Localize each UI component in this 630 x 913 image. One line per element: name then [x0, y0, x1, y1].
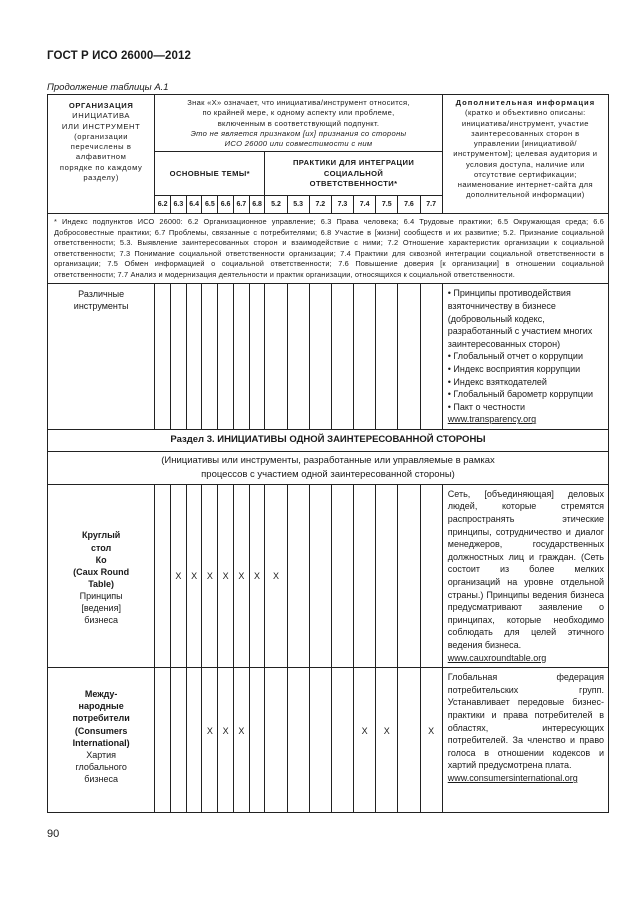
mark-cell	[186, 668, 202, 813]
info-col-line-1: (кратко и объективно описаны:	[465, 108, 586, 118]
subclause-header: 6.7	[233, 196, 249, 214]
page-number: 90	[47, 828, 60, 840]
initiatives-table	[47, 94, 609, 813]
info-col-line-7: отсутствие сертификации;	[473, 169, 577, 179]
subclause-header: 6.5	[202, 196, 218, 214]
mark-cell	[287, 668, 309, 813]
mark-explanation	[155, 95, 442, 152]
org-name-bold-line: (Caux Round	[73, 566, 130, 577]
mark-cell: X	[233, 668, 249, 813]
info-column-header	[442, 95, 608, 214]
mark-cell: X	[249, 484, 265, 667]
org-name-bold-line: народные	[78, 701, 124, 712]
mark-cell	[331, 284, 353, 430]
mark-cell	[376, 484, 398, 667]
mark-cell: X	[171, 484, 187, 667]
mark-cell	[309, 668, 331, 813]
org-name-line: Хартия	[86, 749, 117, 760]
org-col-title-1: ОРГАНИЗАЦИЯ	[68, 101, 134, 110]
mark-cell	[155, 668, 171, 813]
info-col-line-6: условия доступа, наличие или	[465, 159, 585, 169]
mark-cell	[420, 284, 442, 430]
mark-cell	[186, 284, 202, 430]
mark-cell	[218, 284, 234, 430]
subclause-header: 5.3	[287, 196, 309, 214]
mark-cell	[287, 284, 309, 430]
info-col-line-2: инициатива/инструмент, участие	[461, 118, 589, 128]
mark-cell	[309, 484, 331, 667]
practices-line-3: ОТВЕТСТВЕННОСТИ*	[309, 178, 398, 188]
table-continuation-caption: Продолжение таблицы А.1	[47, 82, 169, 93]
website-link[interactable]: www.transparency.org	[447, 414, 537, 425]
org-name-line: [ведения]	[81, 603, 121, 614]
org-col-title-3: ИЛИ ИНСТРУМЕНТ	[61, 121, 141, 131]
subclause-header: 7.6	[398, 196, 420, 214]
mark-cell	[354, 284, 376, 430]
subclause-header: 7.2	[309, 196, 331, 214]
mark-cell	[202, 284, 218, 430]
info-col-line-3: заинтересованных сторон в	[471, 128, 580, 138]
org-name-line: Принципы	[79, 591, 123, 602]
mark-cell: X	[376, 668, 398, 813]
info-cell	[442, 668, 608, 813]
mark-cell	[398, 284, 420, 430]
org-name-line: бизнеса	[84, 774, 119, 785]
org-name-bold-line: (Consumers	[74, 725, 128, 736]
practices-line-1: ПРАКТИКИ ДЛЯ ИНТЕГРАЦИИ	[292, 158, 415, 168]
org-name-bold-line: Ко	[95, 554, 107, 565]
info-col-line-8: наименование интернет-сайта для	[457, 180, 594, 189]
mark-cell	[249, 284, 265, 430]
mark-cell	[233, 284, 249, 430]
mark-cell	[171, 284, 187, 430]
org-name-bold-line: Table)	[88, 579, 115, 590]
subclause-header: 6.3	[171, 196, 187, 214]
info-col-title: Дополнительная информация	[455, 98, 596, 107]
mark-cell: X	[218, 668, 234, 813]
section-3-subtitle-line: (Инициативы или инструменты, разработанные или управляемые в рамках	[161, 455, 495, 467]
org-name-line: бизнеса	[84, 615, 119, 626]
mark-cell: X	[218, 484, 234, 667]
org-name-cell	[48, 284, 155, 430]
mark-cell	[249, 668, 265, 813]
org-name-bold-line: International)	[72, 737, 130, 748]
list-item: • Принципы противодействия взяточничеству в бизнесе (добровольный кодекс, разработанный с участием многих заинтересованных сторон)	[448, 287, 604, 350]
mark-cell: X	[354, 668, 376, 813]
mark-note-italic-2: ИСО 26000 или совместимости с ним	[224, 139, 373, 148]
org-name-bold-line: потребители	[72, 713, 130, 724]
subclause-header: 6.6	[218, 196, 234, 214]
mark-cell	[398, 668, 420, 813]
section-3-subtitle-line: процессов с участием одной заинтересованной стороны)	[201, 468, 455, 480]
org-col-title-2: ИНИЦИАТИВА	[72, 111, 131, 121]
table-row	[48, 484, 609, 667]
org-name-bold-line: Между-	[84, 689, 118, 700]
section-3-subtitle	[48, 451, 609, 484]
mark-cell	[155, 284, 171, 430]
mark-cell: X	[186, 484, 202, 667]
mark-cell	[265, 284, 287, 430]
org-name-cell	[48, 668, 155, 813]
info-text: Глобальная федерация потребительских групп. Устанавливает передовые бизнес-практики и права потребителей в областях, интересующих потребителей. За членство и право голоса в отношении кодексов и хартий предусмотрена плата.	[447, 672, 604, 771]
mark-cell	[171, 668, 187, 813]
section-3-title: Раздел 3. ИНИЦИАТИВЫ ОДНОЙ ЗАИНТЕРЕСОВАННОЙ СТОРОНЫ	[48, 429, 609, 451]
mark-cell	[331, 484, 353, 667]
org-name-line: Различные	[78, 289, 125, 300]
org-column-header	[48, 95, 155, 214]
subclause-header: 7.5	[376, 196, 398, 214]
info-cell	[442, 284, 608, 430]
mark-cell	[376, 284, 398, 430]
subclause-header: 6.4	[186, 196, 202, 214]
info-col-line-4: управлении [инициативой/	[473, 139, 577, 148]
mark-cell	[155, 484, 171, 667]
table-row	[48, 668, 609, 813]
document-header-code: ГОСТ Р ИСО 26000—2012	[47, 50, 192, 62]
mark-note-2: по крайней мере, к одному аспекту или проблеме,	[202, 108, 395, 118]
info-cell	[442, 484, 608, 667]
info-text: Сеть, [объединяющая] деловых людей, которые стремятся распространять этические принципы, сотрудничество и диалог менеджеров, государственных должностных лиц и граждан. (Сеть состоит из более мелких организаций на уровне отдельной страны.) Принципы ведения бизнеса предусматривают заявление о принципах, которые необходимо соблюдать для целей этичного ведения бизнеса.	[447, 488, 604, 650]
org-col-note-4: порядке по каждому	[59, 162, 143, 172]
mark-cell: X	[233, 484, 249, 667]
subclause-header: 6.2	[155, 196, 171, 214]
mark-cell	[265, 668, 287, 813]
subclause-header: 6.8	[249, 196, 265, 214]
org-name-line: инструменты	[73, 301, 129, 312]
practices-group-header	[265, 152, 442, 196]
list-item: • Индекс восприятия коррупции	[448, 363, 604, 376]
subclause-header: 7.3	[331, 196, 353, 214]
list-item: • Глобальный отчет о коррупции	[448, 350, 604, 363]
list-item: • Пакт о честности	[448, 401, 604, 414]
subclause-header: 7.7	[420, 196, 442, 214]
org-col-note-5: разделу)	[83, 172, 119, 182]
mark-cell	[309, 284, 331, 430]
mark-cell	[354, 484, 376, 667]
mark-note-1: Знак «X» означает, что инициатива/инструмент относится,	[187, 98, 410, 107]
org-col-note-1: (организации	[74, 131, 129, 141]
org-name-bold-line: Круглый	[81, 530, 121, 541]
mark-cell: X	[420, 668, 442, 813]
org-name-cell	[48, 484, 155, 667]
org-name-bold-line: стол	[90, 542, 112, 553]
mark-cell	[398, 484, 420, 667]
info-col-line-9: дополнительной информации)	[466, 190, 585, 200]
mark-cell: X	[202, 668, 218, 813]
mark-note-italic-1: Это не является признаком [их] признания со стороны	[190, 128, 407, 138]
mark-cell	[420, 484, 442, 667]
website-link[interactable]: www.cauxroundtable.org	[447, 652, 547, 663]
subclause-header: 5.2	[265, 196, 287, 214]
mark-cell: X	[202, 484, 218, 667]
mark-note-3: включенным в соответствующий подпункт.	[217, 118, 380, 128]
mark-cell	[287, 484, 309, 667]
table-row	[48, 284, 609, 430]
org-col-note-2: перечислены в	[70, 142, 132, 151]
website-link[interactable]: www.consumersinternational.org	[447, 772, 578, 783]
practices-line-2: СОЦИАЛЬНОЙ	[323, 168, 384, 178]
list-item: • Глобальный барометр коррупции	[448, 388, 604, 401]
info-bullet-list	[448, 287, 604, 413]
org-col-note-3: алфавитном	[75, 152, 127, 162]
info-col-line-5: инструментом]; целевая аудитория и	[453, 149, 598, 159]
mark-cell	[331, 668, 353, 813]
org-name-line: глобального	[75, 762, 127, 773]
core-subjects-group-header: ОСНОВНЫЕ ТЕМЫ*	[155, 152, 265, 196]
mark-cell: X	[265, 484, 287, 667]
subclause-index-legend: * Индекс подпунктов ИСО 26000: 6.2 Организационное управление; 6.3 Права человека; 6.4 Трудовые практики; 6.5 Окружающая среда; 6.6 Добросовестные практики; 6.7 Проблемы, связанные с потребителями; 6.8 Участие в [жизни] сообществ и их развитие; 5.2. Признание социальной ответственности; 5.3. Выявление заинтересованных сторон и взаимодействие с ними; 7.2 Отношение характеристик организации к социальной ответственности; 7.3 Понимание социальной ответственности организации; 7.4 Практики для сквозной интеграции социальной ответственности в организации; 7.5 Обмен информацией о социальной ответственности; 7.6 Повышение доверия [к организации] в отношении социальной ответственности; 7.7 Анализ и модернизация деятельности и практик организации, относящихся к социальной ответственности.	[48, 214, 609, 284]
subclause-header: 7.4	[354, 196, 376, 214]
list-item: • Индекс взяткодателей	[448, 376, 604, 389]
